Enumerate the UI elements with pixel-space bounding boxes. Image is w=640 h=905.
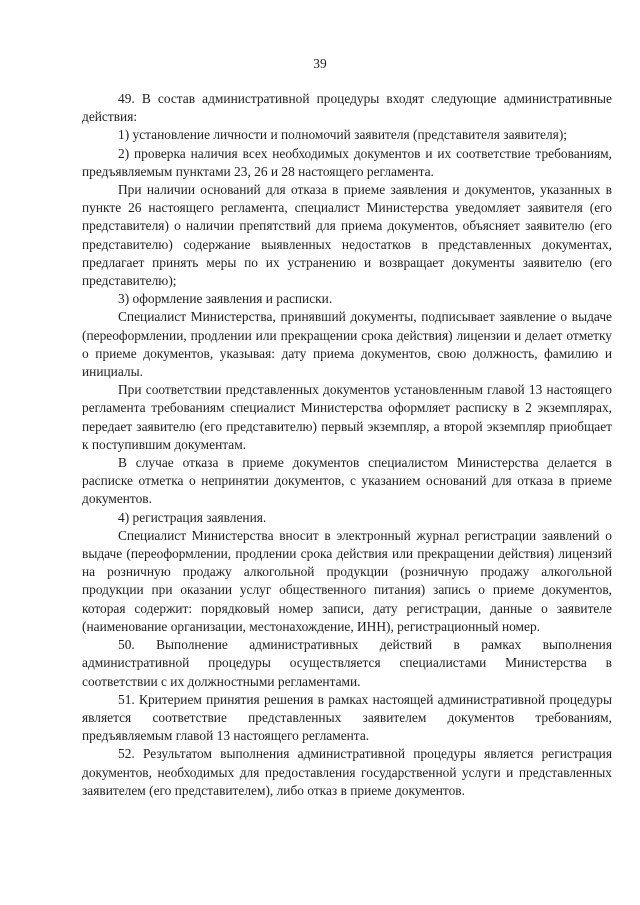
paragraph-50: 50. Выполнение административных действий в рамках выполнения административной процедуры осуществляется специалистами Министерства в соответствии с их должностными регламентами. [82, 637, 612, 689]
list-item-2: 2) проверка наличия всех необходимых документов и их соответствие требованиям, предъявляемым пунктами 23, 26 и 28 настоящего регламента. [82, 145, 612, 179]
paragraph-refusal-note: В случае отказа в приеме документов специалистом Министерства делается в расписке отметка о непринятии документов, с указанием оснований для отказа в приеме документов. [82, 455, 612, 507]
list-item-4: 4) регистрация заявления. [118, 509, 267, 525]
document-body [82, 90, 612, 800]
paragraph-specialist-signs: Специалист Министерства, принявший документы, подписывает заявление о выдаче (переоформлении, продлении или прекращении срока действия) лицензии и делает отметку о приеме документов, указывая: дату приема документов, свою должность, фамилию и инициалы. [82, 309, 612, 380]
paragraph-52: 52. Результатом выполнения административной процедуры является регистрация документов, необходимых для предоставления государственной услуги и представленных заявителем (его представителем), либо отказ в приеме документов. [82, 746, 612, 798]
paragraph-51: 51. Критерием принятия решения в рамках настоящей административной процедуры является соответствие представленных заявителем документов требованиям, предъявляемым главой 13 настоящего регламента. [82, 691, 612, 744]
list-item-1: 1) установление личности и полномочий заявителя (представителя заявителя); [118, 127, 568, 143]
paragraph-registration: Специалист Министерства вносит в электронный журнал регистрации заявлений о выдаче (переоформлении, продлении срока действия или прекращении действия) лицензий на розничную продажу алкогольной продукции (розничную продажу алкогольной продукции при оказании услуг общественного питания) запись о приеме документов, которая содержит: порядковый номер записи, дату регистрации, данные о заявителе (наименование организации, местонахождение, ИНН), регистрационный номер. [82, 527, 612, 634]
paragraph-49: 49. В состав административной процедуры входят следующие административные действия: [82, 91, 612, 125]
page-number: 39 [313, 56, 327, 71]
list-item-3: 3) оформление заявления и расписки. [118, 291, 333, 307]
paragraph-receipt: При соответствии представленных документов установленным главой 13 настоящего регламента требованиям специалист Министерства оформляет расписку в 2 экземплярах, передает заявителю (его представителю) первый экземпляр, а второй экземпляр приобщает к поступившим документам. [82, 382, 612, 452]
paragraph-refusal-grounds: При наличии оснований для отказа в приеме заявления и документов, указанных в пункте 26 настоящего регламента, специалист Министерства уведомляет заявителя (его представителя) о наличии препятствий для приема документов, объясняет заявителю (его представителю) содержание выявленных недостатков в представленных документах, предлагает принять меры по их устранению и возвращает документы заявителю (его представителю); [82, 182, 612, 289]
